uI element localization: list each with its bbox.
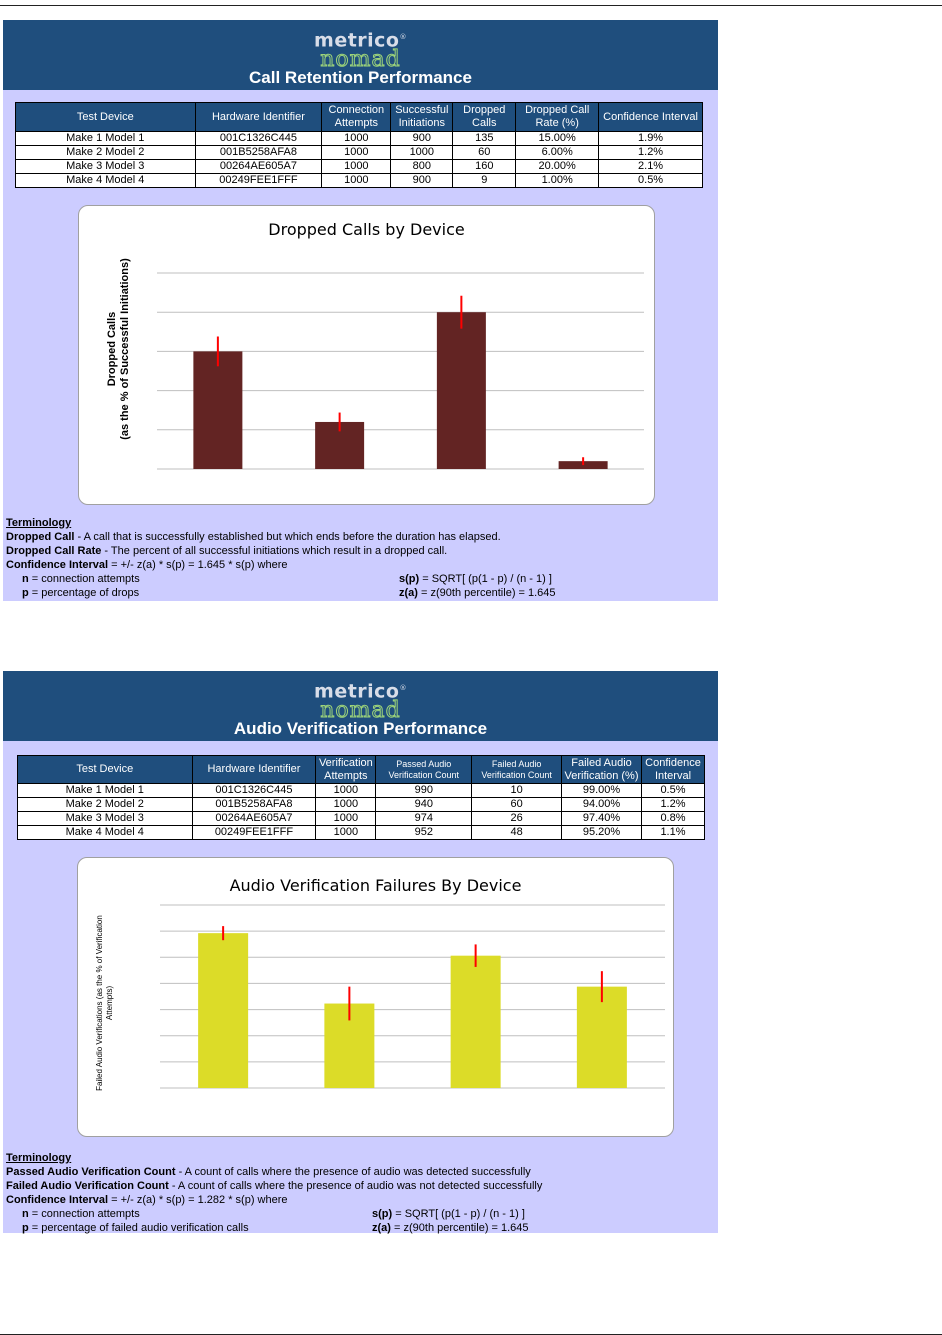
bar-chart-plot [79, 206, 654, 504]
table-row [18, 798, 705, 812]
table-cell: 9 [453, 174, 516, 188]
col-header: Test Device [16, 103, 196, 132]
table-cell: 160 [453, 160, 516, 174]
table-cell: 001B5258AFA8 [192, 798, 316, 812]
table-cell: Make 4 Model 4 [16, 174, 196, 188]
table-row [18, 812, 705, 826]
table-cell: 900 [391, 132, 453, 146]
table-cell: 48 [472, 826, 562, 840]
call-retention-report [3, 20, 718, 601]
table-cell: 1000 [322, 174, 391, 188]
col-header: Successful Initiations [391, 103, 453, 132]
term-definition: Passed Audio Verification Count - A count of calls where the presence of audio was detected successfully [6, 1166, 531, 1178]
table-cell: Make 3 Model 3 [16, 160, 196, 174]
table-cell: 800 [391, 160, 453, 174]
table-cell: 94.00% [562, 798, 642, 812]
col-header: Dropped Call Rate (%) [516, 103, 599, 132]
table-cell: 1.2% [641, 798, 704, 812]
term-definition: Failed Audio Verification Count - A count of calls where the presence of audio was not detected successfully [6, 1180, 543, 1192]
table-cell: 0.5% [599, 174, 703, 188]
table-row [18, 784, 705, 798]
col-header: Failed Audio Verification Count [472, 756, 562, 784]
var-definition: p = percentage of drops [22, 587, 140, 599]
audio-verification-table [17, 755, 705, 840]
report-header [3, 20, 718, 90]
report-title: Audio Verification Performance [233, 719, 488, 738]
table-row [16, 174, 703, 188]
bar [198, 933, 248, 1088]
col-header: Connection Attempts [322, 103, 391, 132]
table-cell: 1.1% [641, 826, 704, 840]
call-retention-table [15, 102, 703, 188]
table-cell: 00264AE605A7 [192, 812, 316, 826]
col-header: Verification Attempts [316, 756, 376, 784]
table-cell: 001C1326C445 [195, 132, 322, 146]
table-cell: 974 [376, 812, 472, 826]
table-cell: Make 1 Model 1 [18, 784, 193, 798]
bar [437, 312, 486, 469]
table-row [16, 146, 703, 160]
metrico-nomad-logo: metrico® nomad [314, 680, 407, 724]
chart-title: Audio Verification Failures By Device [229, 876, 522, 895]
table-cell: 1000 [322, 146, 391, 160]
table-cell: 1.00% [516, 174, 599, 188]
table-cell: 990 [376, 784, 472, 798]
table-cell: 1000 [316, 784, 376, 798]
var-definition: z(a) = z(90th percentile) = 1.645 [399, 587, 556, 599]
var-definition: p = percentage of failed audio verification calls [22, 1222, 249, 1234]
table-cell: 20.00% [516, 160, 599, 174]
table-cell: 97.40% [562, 812, 642, 826]
audio-failures-chart [77, 857, 674, 1137]
col-header: Confidence Interval [641, 756, 704, 784]
col-header: Confidence Interval [599, 103, 703, 132]
term-definition: Confidence Interval = +/- z(a) * s(p) = 1.282 * s(p) where [6, 1194, 288, 1206]
terminology-heading: Terminology [6, 517, 72, 529]
table-cell: 1000 [316, 798, 376, 812]
table-cell: Make 2 Model 2 [16, 146, 196, 160]
var-definition: n = connection attempts [22, 1208, 140, 1220]
table-cell: Make 3 Model 3 [18, 812, 193, 826]
table-cell: 0.5% [641, 784, 704, 798]
table-cell: 001C1326C445 [192, 784, 316, 798]
table-cell: 00249FEE1FFF [195, 174, 322, 188]
table-cell: 135 [453, 132, 516, 146]
table-cell: 60 [472, 798, 562, 812]
audio-verification-report [3, 671, 718, 1233]
table-cell: 900 [391, 174, 453, 188]
page-top-rule [0, 5, 942, 6]
table-row [16, 132, 703, 146]
table-cell: 0.8% [641, 812, 704, 826]
bar-chart-plot [78, 858, 673, 1136]
table-row [16, 160, 703, 174]
var-definition: s(p) = SQRT[ (p(1 - p) / (n - 1) ] [372, 1208, 525, 1220]
table-cell: 1000 [391, 146, 453, 160]
table-cell: 10 [472, 784, 562, 798]
y-axis-label: Failed Audio Verifications (as the % of Verification Attempts) [95, 915, 114, 1091]
table-cell: 940 [376, 798, 472, 812]
table-cell: 1000 [322, 132, 391, 146]
var-definition: n = connection attempts [22, 573, 140, 585]
col-header: Test Device [18, 756, 193, 784]
table-cell: 60 [453, 146, 516, 160]
table-cell: 001B5258AFA8 [195, 146, 322, 160]
table-cell: Make 4 Model 4 [18, 826, 193, 840]
table-row [18, 826, 705, 840]
table-cell: 95.20% [562, 826, 642, 840]
table-cell: Make 1 Model 1 [16, 132, 196, 146]
dropped-calls-chart [78, 205, 655, 505]
table-cell: 1.2% [599, 146, 703, 160]
col-header: Dropped Calls [453, 103, 516, 132]
bar [193, 351, 242, 469]
report-title: Call Retention Performance [249, 68, 472, 87]
metrico-nomad-logo: metrico® nomad [314, 29, 407, 73]
table-cell: 26 [472, 812, 562, 826]
table-cell: 1000 [316, 826, 376, 840]
table-cell: Make 2 Model 2 [18, 798, 193, 812]
term-definition: Confidence Interval = +/- z(a) * s(p) = 1.645 * s(p) where [6, 559, 288, 571]
var-definition: z(a) = z(90th percentile) = 1.645 [372, 1222, 529, 1234]
table-cell: 952 [376, 826, 472, 840]
table-cell: 99.00% [562, 784, 642, 798]
table-cell: 00264AE605A7 [195, 160, 322, 174]
col-header: Failed Audio Verification (%) [562, 756, 642, 784]
table-cell: 00249FEE1FFF [192, 826, 316, 840]
report-header [3, 671, 718, 741]
table-cell: 2.1% [599, 160, 703, 174]
table-cell: 1000 [322, 160, 391, 174]
chart-title: Dropped Calls by Device [268, 220, 465, 239]
y-axis-label: Dropped Calls (as the % of Successful Initiations) [106, 258, 131, 440]
table-cell: 6.00% [516, 146, 599, 160]
col-header: Hardware Identifier [195, 103, 322, 132]
term-definition: Dropped Call Rate - The percent of all successful initiations which result in a dropped call. [6, 545, 448, 557]
col-header: Passed Audio Verification Count [376, 756, 472, 784]
var-definition: s(p) = SQRT[ (p(1 - p) / (n - 1) ] [399, 573, 552, 585]
table-cell: 1000 [316, 812, 376, 826]
term-definition: Dropped Call - A call that is successfully established but which ends before the duration has elapsed. [6, 531, 501, 543]
col-header: Hardware Identifier [192, 756, 316, 784]
table-cell: 15.00% [516, 132, 599, 146]
table-cell: 1.9% [599, 132, 703, 146]
bar [451, 956, 501, 1088]
terminology-heading: Terminology [6, 1152, 72, 1164]
